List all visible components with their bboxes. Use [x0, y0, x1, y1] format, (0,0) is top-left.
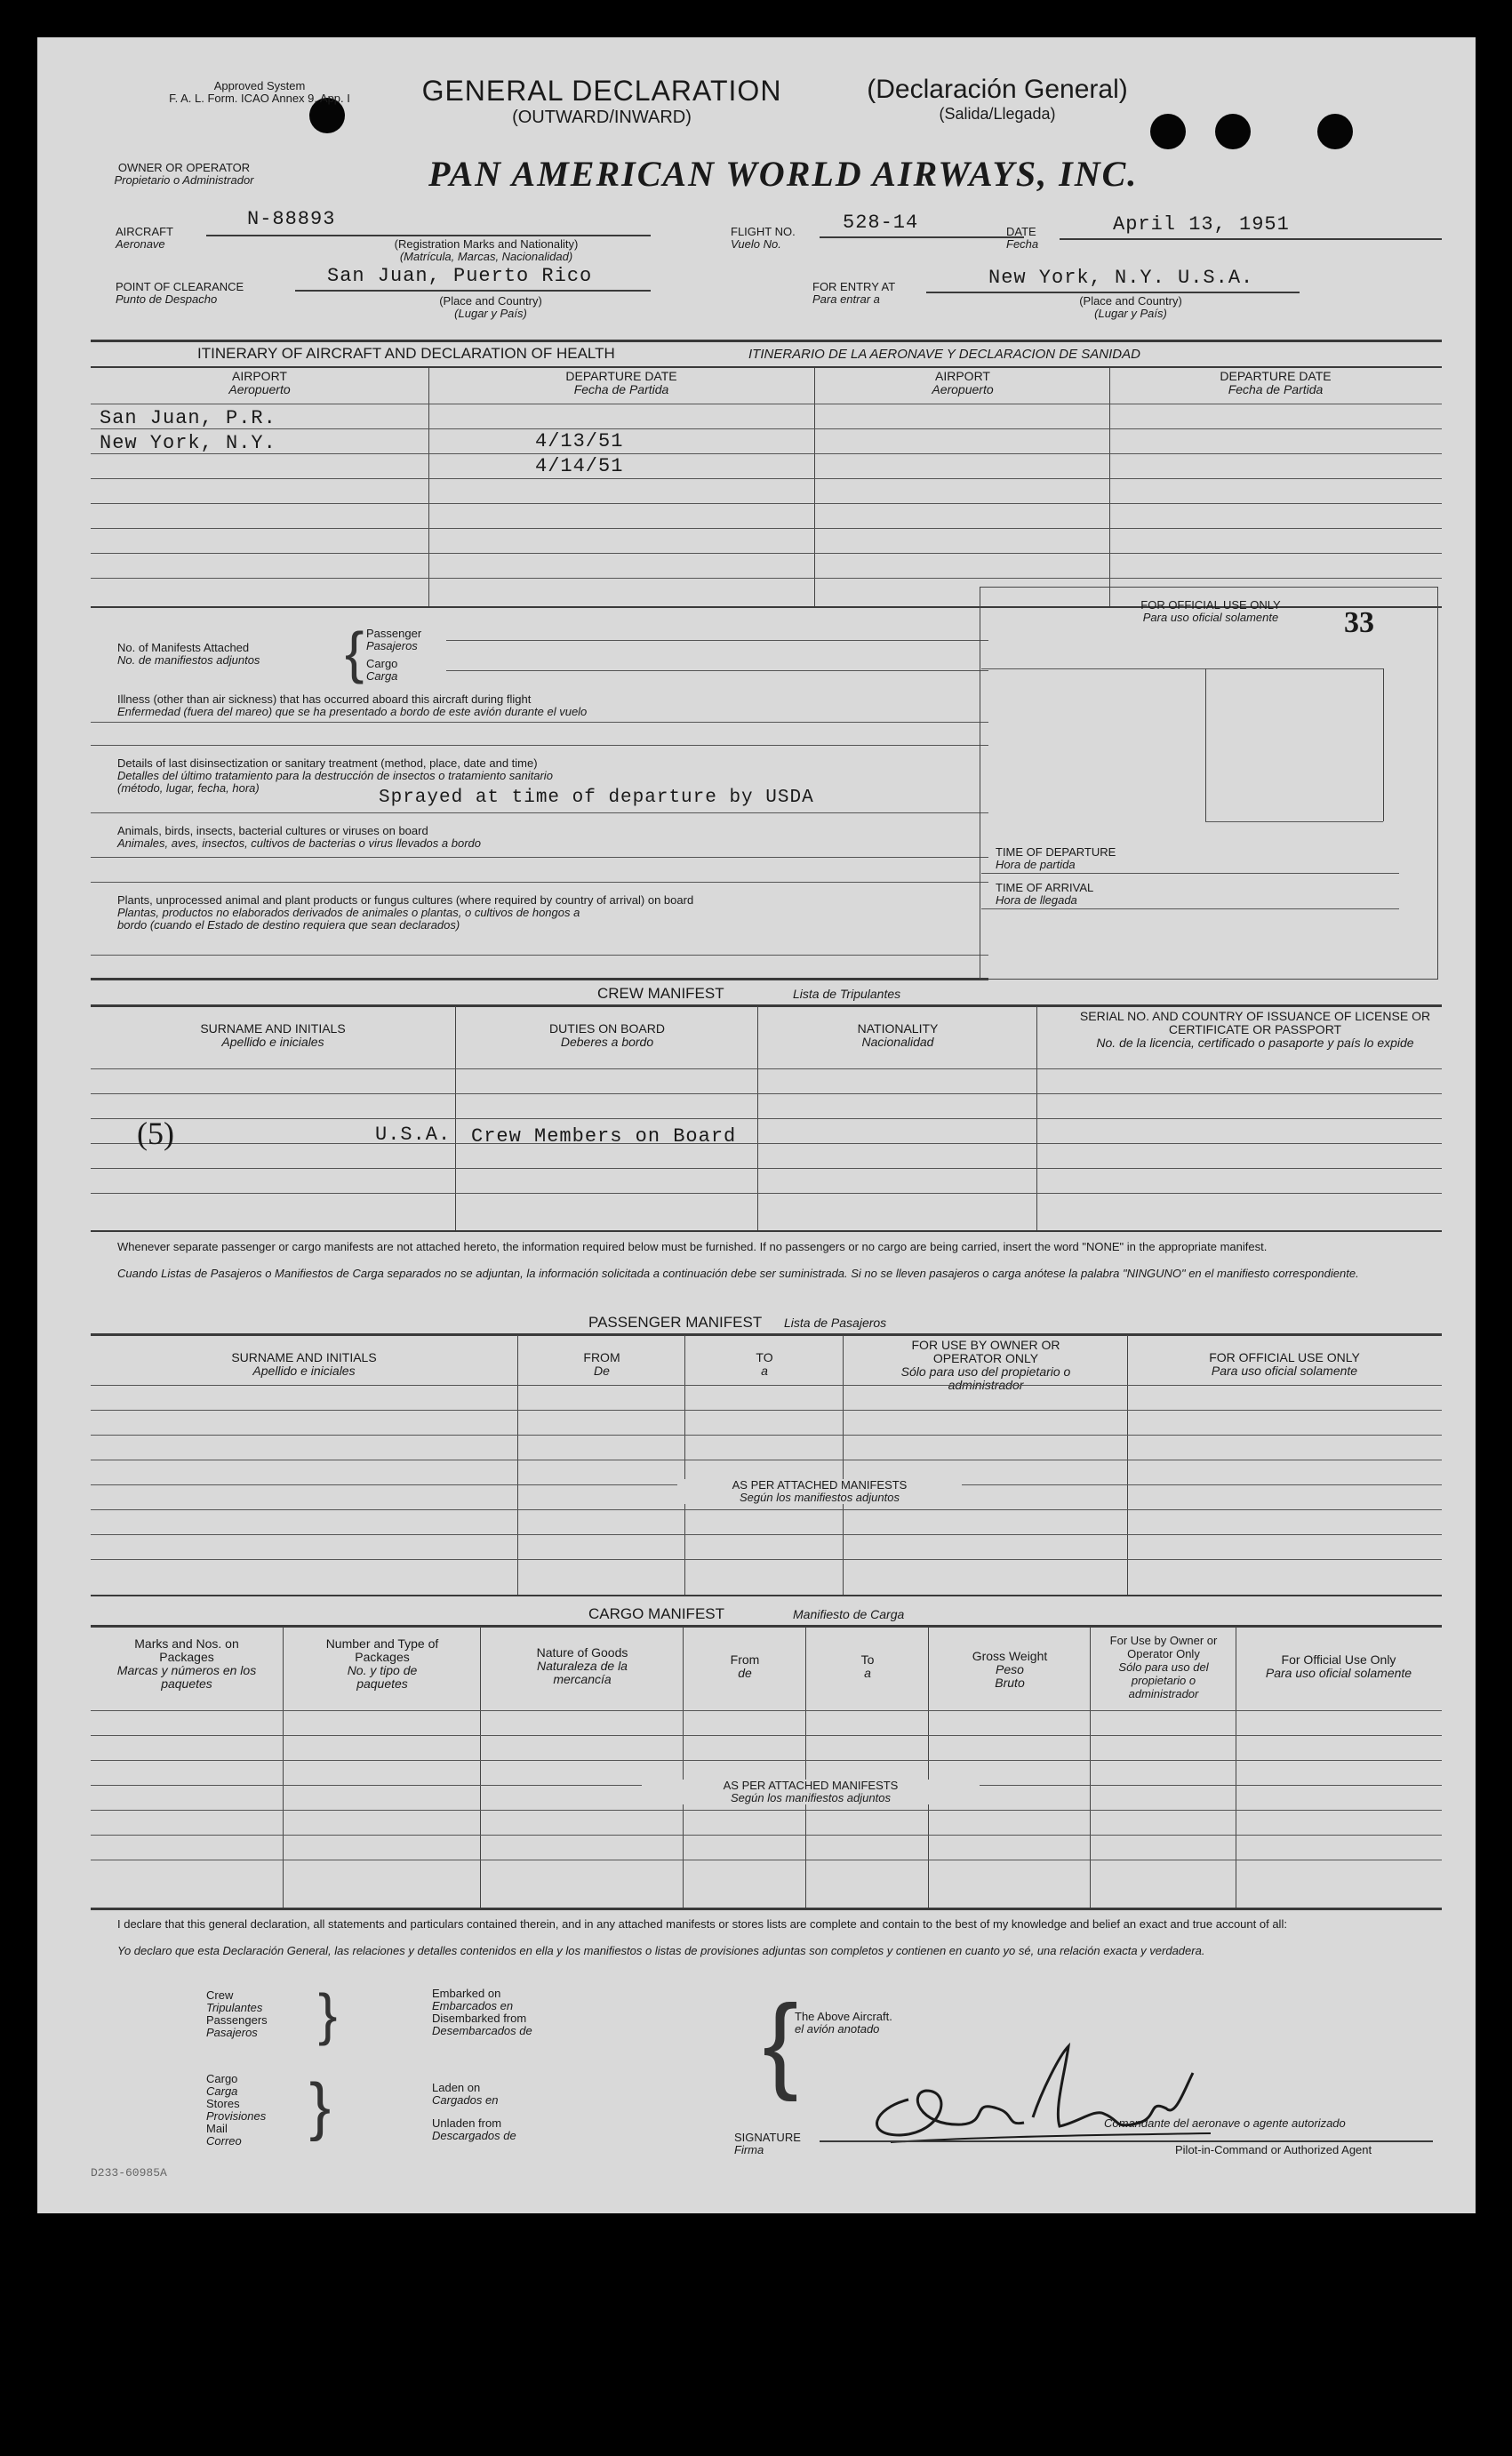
official-number: 33 — [1344, 606, 1374, 639]
clearance-value: San Juan, Puerto Rico — [327, 265, 593, 287]
date-label-en: DATE — [1006, 225, 1036, 238]
col-label-es: de — [738, 1666, 752, 1680]
time-arrival-es: Hora de llegada — [996, 893, 1077, 907]
divider — [91, 1595, 1442, 1596]
place-hint-2 — [1033, 295, 1228, 320]
date-label-es: Fecha — [1006, 237, 1039, 251]
col-label: NATIONALITY — [857, 1021, 939, 1036]
decl-cargo-es: Carga — [206, 2084, 238, 2098]
approved-system — [144, 80, 375, 105]
divider — [928, 1627, 929, 1908]
divider — [1383, 668, 1384, 821]
divider — [91, 478, 1442, 479]
col-label: DEPARTURE DATE — [1220, 369, 1332, 383]
divider — [981, 668, 1383, 669]
decl-mail: Mail — [206, 2122, 228, 2135]
divider — [1205, 821, 1383, 822]
col-label-es: Apellido e iniciales — [252, 1364, 356, 1378]
divider — [446, 670, 988, 671]
official-use-box — [980, 587, 1438, 980]
crew-heading-es: Lista de Tripulantes — [793, 987, 901, 1001]
col-label-es: Fecha de Partida — [1228, 382, 1324, 396]
divider — [820, 236, 1024, 238]
decl-cargo: Cargo — [206, 2072, 238, 2085]
signer-es: Comandante del aeronave o agente autorizado — [1104, 2116, 1346, 2130]
owner-label-es: Propietario o Administrador — [114, 173, 254, 187]
col-label: SURNAME AND INITIALS — [200, 1021, 346, 1036]
col-label-es: Sólo para uso del propietario o administrador — [1118, 1660, 1209, 1700]
clearance-label — [116, 281, 244, 306]
pass-col-surname — [91, 1351, 517, 1378]
divider — [91, 1068, 1442, 1069]
disinsect-label-es2: (método, lugar, fecha, hora) — [117, 781, 260, 795]
signature-label-es: Firma — [734, 2143, 764, 2156]
col-label-es: Naturaleza de la mercancía — [537, 1659, 628, 1686]
animals-label-en: Animals, birds, insects, bacterial cultures or viruses on board — [117, 824, 428, 837]
manifests-label-es: No. de manifiestos adjuntos — [117, 653, 260, 667]
approved-system-label: Approved System — [213, 79, 306, 92]
itinerary-airport: New York, N.Y. — [100, 432, 276, 454]
brace: } — [318, 1982, 338, 2046]
plants-label — [117, 894, 693, 932]
divider — [981, 908, 1399, 909]
decl-disembarked-es: Desembarcados de — [432, 2024, 532, 2037]
divider — [91, 812, 988, 813]
flight-label — [731, 226, 796, 251]
col-label: Number and Type of Packages — [325, 1636, 439, 1664]
notice-en: Whenever separate passenger or cargo manifests are not attached hereto, the information required below must be furnished. If no passengers or no cargo are being carried, insert the word "NONE" in the appropriate manifest. — [117, 1240, 1268, 1253]
manifests-label — [117, 642, 260, 667]
punch-hole — [1317, 114, 1353, 149]
divider — [91, 1168, 1442, 1169]
decl-laden: Laden on — [432, 2081, 481, 2094]
col-label: Gross Weight — [972, 1649, 1048, 1663]
divider — [91, 1118, 1442, 1119]
decl-laden-es: Cargados en — [432, 2093, 499, 2107]
passenger-heading: PASSENGER MANIFEST — [588, 1314, 763, 1331]
decl-passengers-es: Pasajeros — [206, 2026, 258, 2039]
decl-stores: Stores — [206, 2097, 240, 2110]
col-label: DUTIES ON BOARD — [549, 1021, 665, 1036]
divider — [91, 1410, 1442, 1411]
page-title-es: (Declaración General) — [867, 75, 1128, 104]
manifests-label-en: No. of Manifests Attached — [117, 641, 250, 654]
divider — [91, 1710, 1442, 1711]
cargo-heading-es: Manifiesto de Carga — [793, 1607, 905, 1621]
entry-label-es: Para entrar a — [812, 292, 880, 306]
place-hint-en: (Place and Country) — [439, 294, 542, 308]
divider — [91, 1625, 1442, 1628]
col-label: SERIAL NO. AND COUNTRY OF ISSUANCE OF LICENSE OR CERTIFICATE OR PASSPORT — [1079, 1009, 1431, 1036]
aircraft-decl — [795, 2011, 892, 2036]
divider — [1060, 238, 1442, 240]
col-label: AIRPORT — [935, 369, 990, 383]
cargo-col-nature — [482, 1646, 683, 1686]
col-label: FROM — [583, 1350, 620, 1364]
cargo-col-owner — [1092, 1634, 1236, 1700]
disinsect-label-en: Details of last disinsectization or sanitary treatment (method, place, date and time) — [117, 756, 538, 770]
divider — [91, 1810, 1442, 1811]
illness-label-es: Enfermedad (fuera del mareo) que se ha presentado a bordo de este avión durante el vuelo — [117, 705, 588, 718]
cargo-col-weight — [930, 1650, 1090, 1690]
divider — [843, 1335, 844, 1595]
aircraft-label-es: Aeronave — [116, 237, 165, 251]
entry-label — [812, 281, 895, 306]
divider — [91, 745, 988, 746]
disinsect-value: Sprayed at time of departure by USDA — [379, 788, 814, 808]
col-label: SURNAME AND INITIALS — [231, 1350, 377, 1364]
place-hint-es: (Lugar y País) — [1094, 307, 1167, 320]
col-label: AIRPORT — [232, 369, 287, 383]
crew-count: (5) — [137, 1116, 174, 1151]
divider — [91, 528, 1442, 529]
col-label-es: Fecha de Partida — [573, 382, 669, 396]
disinsect-label-es: Detalles del último tratamiento para la destrucción de insectos o tratamiento sanitario — [117, 769, 553, 782]
col-label-es: Deberes a bordo — [560, 1035, 654, 1049]
page-title: GENERAL DECLARATION — [421, 75, 782, 107]
col-label-es: a — [864, 1666, 871, 1680]
embark-labels — [432, 1988, 532, 2037]
cargo-heading: CARGO MANIFEST — [588, 1605, 725, 1622]
col-label: Nature of Goods — [536, 1645, 628, 1660]
divider — [805, 1627, 806, 1908]
brace: } — [309, 2071, 332, 2142]
divider — [91, 453, 1442, 454]
itinerary-date: 4/13/51 — [535, 430, 624, 452]
brace: { — [345, 620, 364, 684]
aircraft-hint-es: (Matrícula, Marcas, Nacionalidad) — [399, 250, 573, 263]
time-departure-en: TIME OF DEPARTURE — [996, 845, 1116, 859]
divider — [91, 1230, 1442, 1232]
passenger-heading-es: Lista de Pasajeros — [784, 1316, 887, 1330]
page-subtitle-es: (Salida/Llegada) — [939, 105, 1056, 123]
time-departure-label — [996, 846, 1116, 871]
divider — [91, 1143, 1442, 1144]
divider — [91, 1735, 1442, 1736]
itinerary-date: 4/14/51 — [535, 455, 624, 477]
place-hint — [393, 295, 588, 320]
stamp-en: AS PER ATTACHED MANIFESTS — [732, 1478, 908, 1492]
page-subtitle: (OUTWARD/INWARD) — [512, 108, 692, 127]
title-block-es — [811, 75, 1184, 124]
place-hint-en: (Place and Country) — [1079, 294, 1182, 308]
declaration-en: I declare that this general declaration, all statements and particulars contained therein, and in any attached manifests or stores lists are complete and contain to the best of my knowledge and belief an exact and true account of all: — [117, 1917, 1287, 1931]
col-label-es: a — [761, 1364, 768, 1378]
divider — [91, 578, 1442, 579]
pass-col-owner — [844, 1339, 1127, 1392]
col-label-es: Aeropuerto — [932, 382, 994, 396]
decl-aircraft: The Above Aircraft. — [795, 2010, 892, 2023]
divider — [91, 1908, 1442, 1910]
declaration-es: Yo declaro que esta Declaración General, las relaciones y detalles contenidos en ella y los manifiestos o listas de provisiones adjuntas son completos y contienen en cuanto yo sé, una relación exacta y verdadera. — [117, 1944, 1205, 1957]
divider — [926, 292, 1300, 293]
flight-value: 528-14 — [843, 212, 919, 234]
divider — [206, 235, 651, 236]
crew-duties-value: Crew Members on Board — [471, 1125, 737, 1148]
official-title-es: Para uso oficial solamente — [1142, 611, 1279, 624]
crew-nationality-value: U.S.A. — [375, 1124, 452, 1146]
cargo-col-from — [684, 1653, 805, 1680]
illness-label — [117, 693, 587, 718]
stamp-es: Según los manifiestos adjuntos — [731, 1791, 891, 1804]
divider — [91, 1004, 1442, 1007]
col-airport-2 — [816, 370, 1109, 396]
col-departure-2 — [1111, 370, 1440, 396]
clearance-label-en: POINT OF CLEARANCE — [116, 280, 244, 293]
divider — [683, 1627, 684, 1908]
col-label-es: Peso Bruto — [995, 1662, 1025, 1690]
divider — [91, 1333, 1442, 1336]
plants-label-es: Plantas, productos no elaborados derivados de animales o plantas, o cultivos de hongos a — [117, 906, 580, 919]
decl-mail-es: Correo — [206, 2134, 242, 2148]
divider — [820, 2140, 1433, 2142]
signature-label-en: SIGNATURE — [734, 2131, 801, 2144]
time-arrival-en: TIME OF ARRIVAL — [996, 881, 1094, 894]
divider — [1205, 668, 1206, 821]
place-hint-es: (Lugar y País) — [454, 307, 527, 320]
cargo-count-label — [366, 658, 397, 683]
owner-label — [86, 162, 282, 187]
form-number: D233-60985A — [91, 2166, 167, 2180]
crew-col-license — [1077, 1010, 1433, 1050]
passenger-count-label — [366, 628, 421, 652]
cargo-label-es: Carga — [366, 669, 398, 683]
animals-label-es: Animales, aves, insectos, cultivos de bacterias o virus llevados a bordo — [117, 836, 481, 850]
divider — [91, 553, 1442, 554]
decl-embarked: Embarked on — [432, 1987, 501, 2000]
cargo-col-to — [807, 1653, 928, 1680]
col-label-es: De — [594, 1364, 610, 1378]
cargo-col-official — [1237, 1653, 1440, 1680]
col-label: For Official Use Only — [1281, 1652, 1396, 1667]
col-airport-1 — [91, 370, 428, 396]
divider — [1090, 1627, 1091, 1908]
divider — [91, 1760, 1442, 1761]
approved-ref: F. A. L. Form. ICAO Annex 9, App. I — [169, 92, 350, 105]
divider — [480, 1627, 481, 1908]
decl-stores-es: Provisiones — [206, 2109, 267, 2123]
date-value: April 13, 1951 — [1113, 213, 1290, 236]
divider — [91, 1835, 1442, 1836]
divider — [91, 857, 988, 858]
divider — [91, 722, 988, 723]
cargo-col-number — [284, 1637, 480, 1691]
aircraft-label-en: AIRCRAFT — [116, 225, 173, 238]
pass-col-official — [1129, 1351, 1440, 1378]
pass-col-from — [519, 1351, 684, 1378]
plants-label-en: Plants, unprocessed animal and plant products or fungus cultures (where required by country of arrival) on board — [117, 893, 694, 907]
passenger-label: Passenger — [366, 627, 422, 640]
decl-crew: Crew — [206, 1988, 234, 2002]
divider — [91, 978, 988, 980]
divider — [91, 1534, 1442, 1535]
laden-labels — [432, 2082, 516, 2142]
divider — [283, 1627, 284, 1908]
cargo-label: Cargo — [366, 657, 398, 670]
aircraft-value: N-88893 — [247, 208, 336, 230]
col-label-es: Apellido e iniciales — [221, 1035, 324, 1049]
col-label-es: Nacionalidad — [861, 1035, 934, 1049]
divider — [517, 1335, 518, 1595]
col-departure-1 — [430, 370, 812, 396]
owner-value: PAN AMERICAN WORLD AIRWAYS, INC. — [428, 154, 1139, 194]
divider — [91, 366, 1442, 368]
divider — [91, 340, 1442, 342]
col-label-es: Sólo para uso del propietario o administrador — [900, 1364, 1071, 1392]
date-label — [1006, 226, 1038, 251]
declaration-form — [37, 37, 1476, 2213]
decl-passengers: Passengers — [206, 2013, 268, 2027]
stamp-en: AS PER ATTACHED MANIFESTS — [723, 1779, 899, 1792]
decl-crew-es: Tripulantes — [206, 2001, 263, 2014]
cargo-stores-labels — [206, 2073, 266, 2148]
col-label-es: Para uso oficial solamente — [1211, 1364, 1358, 1378]
col-label-es: Para uso oficial solamente — [1265, 1666, 1412, 1680]
passenger-label-es: Pasajeros — [366, 639, 418, 652]
col-label: DEPARTURE DATE — [565, 369, 677, 383]
decl-embarked-es: Embarcados en — [432, 1999, 514, 2012]
divider — [91, 1509, 1442, 1510]
divider — [91, 1435, 1442, 1436]
official-title-en: FOR OFFICIAL USE ONLY — [1140, 598, 1281, 612]
col-label: To — [860, 1652, 875, 1667]
col-label: Marks and Nos. on Packages — [134, 1636, 239, 1664]
time-departure-es: Hora de partida — [996, 858, 1076, 871]
official-title — [1104, 599, 1317, 624]
passenger-stamp — [677, 1479, 962, 1504]
divider — [1127, 1335, 1128, 1595]
owner-label-en: OWNER OR OPERATOR — [117, 161, 251, 174]
crew-col-surname — [91, 1022, 455, 1049]
decl-unladen: Unladen from — [432, 2116, 502, 2130]
notice-es: Cuando Listas de Pasajeros o Manifiestos de Carga separados no se adjuntan, la información solicitada a continuación debe ser suministrada. Si no se lleven pasajeros o carga anótese la palabra "NINGUNO" en el manifiesto correspondiente. — [117, 1267, 1359, 1280]
decl-aircraft-es: el avión anotado — [795, 2022, 880, 2036]
entry-value: New York, N.Y. U.S.A. — [988, 267, 1254, 289]
divider — [295, 290, 651, 292]
divider — [91, 1193, 1442, 1194]
decl-unladen-es: Descargados de — [432, 2129, 516, 2142]
col-label-es: No. de la licencia, certificado o pasaporte y país lo expide — [1096, 1036, 1414, 1050]
clearance-label-es: Punto de Despacho — [116, 292, 218, 306]
divider — [684, 1335, 685, 1595]
col-label: FOR OFFICIAL USE ONLY — [1209, 1350, 1360, 1364]
itinerary-heading-es: ITINERARIO DE LA AERONAVE Y DECLARACION DE SANIDAD — [748, 347, 1140, 362]
itinerary-heading: ITINERARY OF AIRCRAFT AND DECLARATION OF HEALTH — [197, 345, 615, 362]
divider — [91, 428, 1442, 429]
signature-label — [734, 2132, 801, 2156]
itinerary-airport: San Juan, P.R. — [100, 407, 276, 429]
divider — [91, 955, 988, 956]
plants-label-es2: bordo (cuando el Estado de destino requiera que sean declarados) — [117, 918, 460, 932]
crew-col-nationality — [759, 1022, 1036, 1049]
entry-label-en: FOR ENTRY AT — [812, 280, 896, 293]
brace: { — [763, 1983, 799, 2102]
time-arrival-label — [996, 882, 1093, 907]
signer-en: Pilot-in-Command or Authorized Agent — [1175, 2143, 1372, 2156]
divider — [91, 1093, 1442, 1094]
title-block — [393, 75, 811, 128]
stamp-es: Según los manifiestos adjuntos — [740, 1491, 900, 1504]
col-label: FOR USE BY OWNER OR OPERATOR ONLY — [911, 1338, 1060, 1365]
col-label: For Use by Owner or Operator Only — [1109, 1634, 1218, 1660]
col-label-es: Marcas y números en los paquetes — [116, 1663, 257, 1691]
illness-label-en: Illness (other than air sickness) that has occurred aboard this aircraft during flight — [117, 692, 532, 706]
divider — [91, 503, 1442, 504]
pass-col-to — [686, 1351, 843, 1378]
cargo-col-marks — [91, 1637, 283, 1691]
punch-hole — [1215, 114, 1251, 149]
col-label-es: No. y tipo de paquetes — [347, 1663, 418, 1691]
crew-heading: CREW MANIFEST — [597, 985, 724, 1002]
flight-label-es: Vuelo No. — [731, 237, 781, 251]
col-label-es: Aeropuerto — [228, 382, 291, 396]
animals-label — [117, 825, 481, 850]
flight-label-en: FLIGHT NO. — [731, 225, 796, 238]
divider — [981, 873, 1399, 874]
decl-disembarked: Disembarked from — [432, 2012, 527, 2025]
crew-col-duties — [457, 1022, 757, 1049]
divider — [91, 882, 988, 883]
divider — [91, 1559, 1442, 1560]
aircraft-hint-en: (Registration Marks and Nationality) — [394, 237, 579, 251]
aircraft-hint — [340, 238, 633, 263]
divider — [446, 640, 988, 641]
aircraft-label — [116, 226, 173, 251]
cargo-stamp — [642, 1780, 980, 1804]
col-label: From — [730, 1652, 760, 1667]
crew-passengers-labels — [206, 1989, 268, 2039]
divider — [91, 1385, 1442, 1386]
col-label: TO — [756, 1350, 773, 1364]
